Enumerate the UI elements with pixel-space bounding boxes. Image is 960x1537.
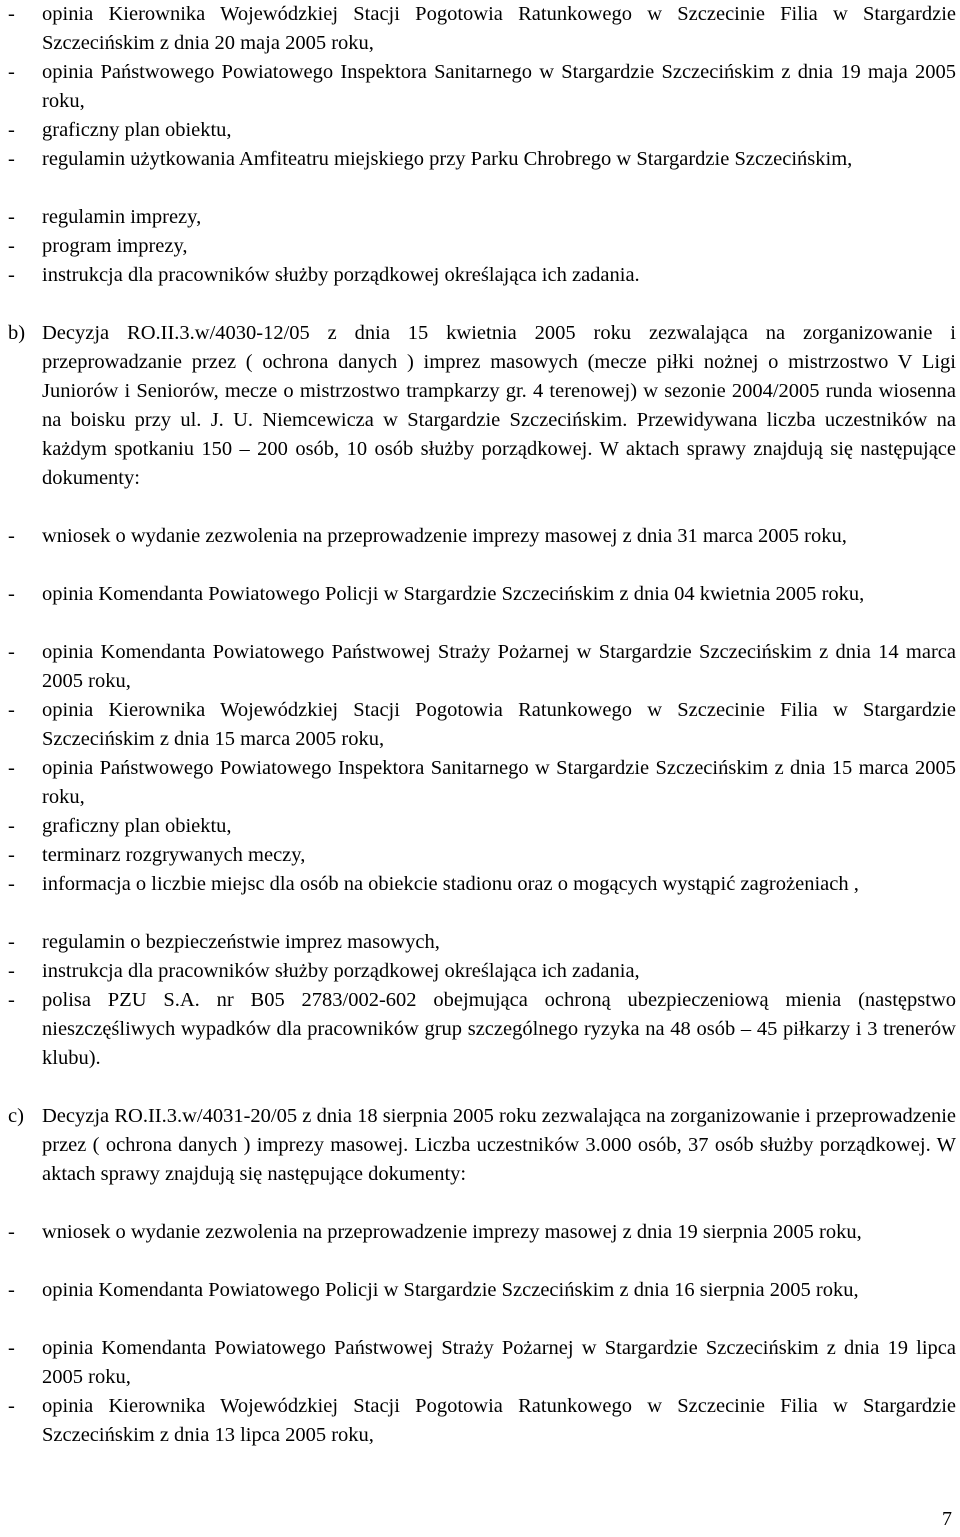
bullet-dash: - <box>8 1337 15 1359</box>
bullet-dash: - <box>8 1395 15 1417</box>
page-number: 7 <box>942 1508 952 1530</box>
list-item <box>8 203 956 232</box>
list-item-text: informacja o liczbie miejsc dla osób na obiekcie stadionu oraz o mogących wystąpić zagrożeniach , <box>42 873 859 895</box>
list-item <box>8 841 956 870</box>
bullet-dash: - <box>8 757 15 779</box>
bullet-dash: - <box>8 3 15 25</box>
list-item <box>8 1334 956 1392</box>
list-item-text: opinia Kierownika Wojewódzkiej Stacji Pogotowia Ratunkowego w Szczecinie Filia w Stargardzie Szczecińskim z dnia 15 marca 2005 roku, <box>42 699 956 750</box>
bullet-dash: - <box>8 148 15 170</box>
bullet-dash: - <box>8 525 15 547</box>
bullet-dash: - <box>8 1279 15 1301</box>
list-item-text: regulamin użytkowania Amfiteatru miejskiego przy Parku Chrobrego w Stargardzie Szczecińskim, <box>42 148 853 170</box>
list-item <box>8 232 956 261</box>
bullet-dash: - <box>8 960 15 982</box>
decision-b-label: b) <box>8 322 26 344</box>
bullet-dash: - <box>8 989 15 1011</box>
list-item <box>8 754 956 812</box>
list-item-text: wniosek o wydanie zezwolenia na przeprowadzenie imprezy masowej z dnia 19 sierpnia 2005 roku, <box>42 1221 862 1243</box>
bullet-dash: - <box>8 699 15 721</box>
bullet-dash: - <box>8 815 15 837</box>
list-item <box>8 812 956 841</box>
list-item <box>8 957 956 986</box>
list-item-text: graficzny plan obiektu, <box>42 119 232 141</box>
bullet-dash: - <box>8 235 15 257</box>
list-item <box>8 0 956 58</box>
list-item <box>8 116 956 145</box>
list-item <box>8 1276 956 1305</box>
decision-c-paragraph <box>8 1102 956 1189</box>
list-item-text: regulamin o bezpieczeństwie imprez masowych, <box>42 931 440 953</box>
list-item-text: opinia Komendanta Powiatowego Państwowej Straży Pożarnej w Stargardzie Szczecińskim z dnia 19 lipca 2005 roku, <box>42 1337 956 1388</box>
bullet-dash: - <box>8 931 15 953</box>
bullet-dash: - <box>8 641 15 663</box>
list-item-text: program imprezy, <box>42 235 188 257</box>
list-item <box>8 58 956 116</box>
decision-c-text: Decyzja RO.II.3.w/4031-20/05 z dnia 18 sierpnia 2005 roku zezwalająca na zorganizowanie i przeprowadzenie przez ( ochrona danych ) imprezy masowej. Liczba uczestników 3.000 osób, 37 osób służby porządkowej. W aktach sprawy znajdują się następujące dokumenty: <box>42 1105 956 1185</box>
bullet-dash: - <box>8 844 15 866</box>
list-item <box>8 261 956 290</box>
bullet-dash: - <box>8 1221 15 1243</box>
list-item-text: opinia Komendanta Powiatowego Policji w Stargardzie Szczecińskim z dnia 04 kwietnia 2005 roku, <box>42 583 865 605</box>
list-item <box>8 1392 956 1450</box>
decision-c-label: c) <box>8 1105 24 1127</box>
decision-b-text: Decyzja RO.II.3.w/4030-12/05 z dnia 15 kwietnia 2005 roku zezwalająca na zorganizowanie i przeprowadzanie przez ( ochrona danych ) imprez masowych (mecze piłki nożnej o mistrzostwo V Ligi Juniorów i Seniorów, mecze o mistrzostwo trampkarzy gr. 4 terenowej) w sezonie 2004/2005 runda wiosenna na boisku przy ul. J. U. Niemcewicza w Stargardzie Szczecińskim. Przewidywana liczba uczestników na każdym spotkaniu 150 – 200 osób, 10 osób służby porządkowej. W aktach sprawy znajdują się następujące dokumenty: <box>42 322 956 489</box>
list-item <box>8 638 956 696</box>
bullet-dash: - <box>8 206 15 228</box>
list-item <box>8 928 956 957</box>
list-item <box>8 1218 956 1247</box>
list-item-text: opinia Państwowego Powiatowego Inspektora Sanitarnego w Stargardzie Szczecińskim z dnia 15 marca 2005 roku, <box>42 757 956 808</box>
list-item <box>8 696 956 754</box>
decision-b-paragraph <box>8 319 956 493</box>
list-item-text: opinia Kierownika Wojewódzkiej Stacji Pogotowia Ratunkowego w Szczecinie Filia w Stargardzie Szczecińskim z dnia 20 maja 2005 roku, <box>42 3 956 54</box>
bullet-dash: - <box>8 264 15 286</box>
bullet-dash: - <box>8 873 15 895</box>
list-item <box>8 145 956 174</box>
list-item-text: instrukcja dla pracowników służby porządkowej określająca ich zadania. <box>42 264 640 286</box>
bullet-dash: - <box>8 119 15 141</box>
bullet-dash: - <box>8 583 15 605</box>
list-item-text: opinia Komendanta Powiatowego Państwowej Straży Pożarnej w Stargardzie Szczecińskim z dnia 14 marca 2005 roku, <box>42 641 956 692</box>
list-item <box>8 986 956 1073</box>
list-item-text: polisa PZU S.A. nr B05 2783/002-602 obejmująca ochroną ubezpieczeniową mienia (następstwo nieszczęśliwych wypadków dla pracowników grup szczególnego ryzyka na 48 osób – 45 piłkarzy i 3 trenerów klubu). <box>42 989 956 1069</box>
list-item-text: graficzny plan obiektu, <box>42 815 232 837</box>
list-item <box>8 522 956 551</box>
list-item <box>8 580 956 609</box>
list-item-text: opinia Państwowego Powiatowego Inspektora Sanitarnego w Stargardzie Szczecińskim z dnia 19 maja 2005 roku, <box>42 61 956 112</box>
list-item-text: regulamin imprezy, <box>42 206 202 228</box>
list-item-text: wniosek o wydanie zezwolenia na przeprowadzenie imprezy masowej z dnia 31 marca 2005 roku, <box>42 525 847 547</box>
list-item-text: instrukcja dla pracowników służby porządkowej określająca ich zadania, <box>42 960 640 982</box>
list-item-text: opinia Komendanta Powiatowego Policji w Stargardzie Szczecińskim z dnia 16 sierpnia 2005 roku, <box>42 1279 859 1301</box>
list-item-text: opinia Kierownika Wojewódzkiej Stacji Pogotowia Ratunkowego w Szczecinie Filia w Stargardzie Szczecińskim z dnia 13 lipca 2005 roku, <box>42 1395 956 1446</box>
list-item <box>8 870 956 899</box>
list-item-text: terminarz rozgrywanych meczy, <box>42 844 306 866</box>
bullet-dash: - <box>8 61 15 83</box>
